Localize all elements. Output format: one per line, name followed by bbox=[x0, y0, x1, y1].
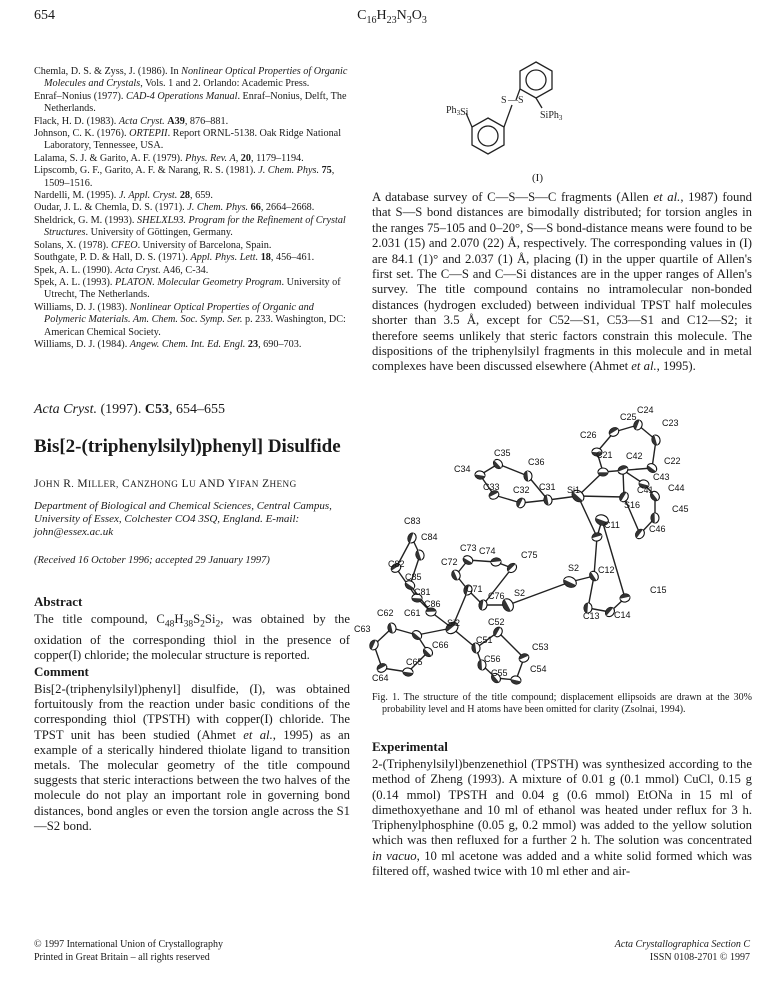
copyright-notice bbox=[34, 939, 223, 964]
atom-label: C32 bbox=[513, 485, 530, 495]
atom-label: C31 bbox=[539, 482, 556, 492]
reference-item: Spek, A. L. (1990). Acta Cryst. A46, C-34. bbox=[34, 264, 209, 276]
atom-label: C61 bbox=[404, 608, 421, 618]
reference-item: Williams, D. J. (1984). Angew. Chem. Int. Ed. Engl. 23, 690–703. bbox=[34, 338, 302, 350]
ortep-figure bbox=[354, 380, 752, 688]
scheme-right-group: SiPh$_3$ bbox=[540, 110, 563, 122]
bond-si1-c41 bbox=[578, 496, 624, 497]
scheme-bond-3 bbox=[504, 105, 512, 127]
scheme-ring-top-aromatic bbox=[526, 70, 546, 90]
atom-label: C76 bbox=[488, 591, 505, 601]
scheme-bond-2 bbox=[536, 98, 542, 108]
atom-label: C24 bbox=[637, 405, 654, 415]
atom-ellipsoid-c84 bbox=[415, 549, 426, 561]
article-block bbox=[34, 0, 364, 983]
atom-label: C44 bbox=[668, 483, 685, 493]
atom-label: C21 bbox=[596, 450, 613, 460]
atom-label: C55 bbox=[491, 668, 508, 678]
atom-label: C86 bbox=[424, 599, 441, 609]
reference-item: Oudar, J. L. & Chemla, D. S. (1971). J. Chem. Phys. 66, 2664–2668. bbox=[34, 202, 315, 214]
atom-ellipsoid-c35 bbox=[492, 458, 505, 471]
bond-c15-s1 bbox=[602, 520, 625, 598]
authors-text: JOHN R. MILLER, CANZHONG LU AND YIFAN ZHENG bbox=[34, 478, 297, 490]
atom-label: C74 bbox=[479, 546, 496, 556]
abstract-heading: Abstract bbox=[34, 594, 83, 609]
page-number: 654 bbox=[34, 8, 55, 23]
atom-label: C52 bbox=[488, 617, 505, 627]
issn: ISSN 0108-2701 © 1997 bbox=[649, 951, 750, 963]
atom-ellipsoid-c75 bbox=[506, 562, 519, 575]
article-title: Bis[2-(triphenylsilyl)phenyl] Disulfide bbox=[34, 436, 341, 457]
atom-label: C15 bbox=[650, 585, 667, 595]
journal-reference: Acta Cryst. (1997). C53, 654–655 bbox=[34, 402, 225, 417]
reference-item: Southgate, P. D. & Hall, D. S. (1971). Appl. Phys. Lett. 18, 456–461. bbox=[34, 252, 315, 264]
atom-ellipsoid-c23 bbox=[651, 434, 661, 446]
atom-label: C63 bbox=[354, 624, 371, 634]
atom-label: C85 bbox=[405, 572, 422, 582]
atom-label: C82 bbox=[388, 559, 405, 569]
atom-label: C25 bbox=[620, 412, 637, 422]
abstract-text: The title compound, $C_{48}H_{38}S_2Si_2$, was obtained by the oxidation of the corresponding thiol in the presence of copper(I) chloride; the molecular structure is reported. bbox=[34, 612, 350, 663]
atom-label: C13 bbox=[583, 611, 600, 621]
atom-label: C62 bbox=[377, 608, 394, 618]
atom-label: C26 bbox=[580, 430, 597, 440]
reference-item: Williams, D. J. (1983). Nonlinear Optical Properties of Organic and Polymeric Materials. Am. Chem. Soc. Symp. Ser. p. 233. Washington, DC: American Chemical Society. bbox=[34, 301, 346, 338]
atom-label: C36 bbox=[528, 457, 545, 467]
scheme-s1-label: S bbox=[501, 95, 507, 106]
reference-item: Spek, A. L. (1993). PLATON. Molecular Geometry Program. University of Utrecht, The Netherlands. bbox=[34, 276, 341, 301]
atom-ellipsoid-c11 bbox=[591, 532, 603, 543]
chemical-scheme bbox=[448, 58, 618, 166]
atom-label: C84 bbox=[421, 532, 438, 542]
atom-label: C64 bbox=[372, 673, 389, 683]
atom-label: C66 bbox=[432, 640, 449, 650]
atom-label: C35 bbox=[494, 448, 511, 458]
received-dates: (Received 16 October 1996; accepted 29 January 1997) bbox=[34, 555, 270, 566]
experimental-text: 2-(Triphenylsilyl)benzenethiol (TPSTH) was synthesized according to the method of Zheng (1993). A mixture of 0.01 g (0.1 mmol) CuCl, 0.15 g (0.14 mmol) TPSTH and 0.04 g (0.6 mmol) EtONa in 15 ml of dimethoxyethane and 10 ml of ethanol was heated under reflux for 3 h. Triphenylphosphine (0.05 g, 0.2 mmol) was added to the yellow solution which was then refluxed for a further 2 h. The solution was concentrated in vacuo, 10 ml acetone was added and a white solid formed which was filtered off, washed twice with 10 ml ether and air- bbox=[372, 757, 752, 879]
author-list bbox=[34, 478, 297, 490]
atom-label: C23 bbox=[662, 418, 679, 428]
formula-header: $C_{16}H_{23}N_3O_3$ bbox=[357, 8, 427, 26]
atom-label: C22 bbox=[664, 456, 681, 466]
atom-label: Si1 bbox=[567, 485, 581, 495]
atom-label: S16 bbox=[624, 500, 641, 510]
atom-label: C14 bbox=[614, 610, 631, 620]
atom-label: C46 bbox=[649, 524, 666, 534]
atom-label: S2 bbox=[568, 563, 580, 573]
atom-ellipsoid-c74 bbox=[491, 557, 502, 566]
atom-label: C42 bbox=[626, 451, 643, 461]
atom-label: C33 bbox=[483, 482, 500, 492]
atom-label: C51 bbox=[476, 635, 493, 645]
atom-ellipsoid-c31 bbox=[543, 494, 553, 505]
atom-label: C83 bbox=[404, 516, 421, 526]
atom-label: C43 bbox=[653, 472, 670, 482]
atom-ellipsoid-c36 bbox=[523, 471, 532, 482]
reference-item: Johnson, C. K. (1976). ORTEPII. Report ORNL-5138. Oak Ridge National Laboratory, Tennessee, USA. bbox=[34, 128, 342, 152]
reference-item: Solans, X. (1978). CFEO. University of Barcelona, Spain. bbox=[34, 239, 272, 251]
reference-item: Sheldrick, G. M. (1993). SHELXL93. Program for the Refinement of Crystal Structures. University of Göttingen, Germany. bbox=[34, 214, 346, 239]
atom-ellipsoid-c34 bbox=[474, 470, 485, 480]
comment-heading: Comment bbox=[34, 664, 89, 679]
atom-ellipsoid-c42 bbox=[617, 464, 629, 475]
copyright-line: © 1997 International Union of Crystallography bbox=[34, 939, 223, 950]
journal-name: Acta Crystallographica Section C bbox=[614, 939, 750, 950]
reference-item: Flack, H. D. (1983). Acta Cryst. A39, 876–881. bbox=[34, 115, 229, 127]
atom-ellipsoid-c73 bbox=[462, 554, 475, 566]
journal-footer bbox=[615, 939, 750, 964]
atom-label: C41 bbox=[637, 485, 654, 495]
atom-label: C72 bbox=[441, 557, 458, 567]
reference-item: Enraf–Nonius (1977). CAD-4 Operations Manual. Enraf–Nonius, Delft, The Netherlands. bbox=[34, 90, 347, 115]
atom-label: C71 bbox=[466, 584, 483, 594]
experimental-heading: Experimental bbox=[372, 739, 448, 754]
bond-c52-c53 bbox=[498, 632, 524, 658]
atom-label: C34 bbox=[454, 464, 471, 474]
scheme-ring-bottom-aromatic bbox=[478, 126, 498, 146]
atom-label: C75 bbox=[521, 550, 538, 560]
reference-item: Lipscomb, G. F., Garito, A. F. & Narang, R. S. (1981). J. Chem. Phys. 75, 1509–1516. bbox=[34, 165, 335, 189]
atom-label: C53 bbox=[532, 642, 549, 652]
atom-label: C12 bbox=[598, 565, 615, 575]
comment-text: Bis[2-(triphenylsilyl)phenyl] disulfide, (I), was obtained fortuitously from the reaction under basic conditions of the corresponding thiol (TPSTH) with copper(I) chloride. The TPST unit has been studied (Ahmet et al., 1995) as an example of a sterically hindered thiolate ligand to transition metals. The molecular geometry of the title compound suggests that steric interactions between the two halves of the molecule do not play an important role in governing bond distances, bond angles or even the torsion angle across the S1—S2 bond. bbox=[34, 682, 351, 833]
atom-label: S2 bbox=[514, 588, 526, 598]
reference-item: Lalama, S. J. & Garito, A. F. (1979). Phys. Rev. A, 20, 1179–1194. bbox=[34, 152, 304, 164]
scheme-s2-label: S bbox=[518, 95, 524, 106]
scheme-ss-bond: — bbox=[508, 95, 518, 106]
atom-label: C54 bbox=[530, 664, 547, 674]
bond-si1-c11 bbox=[578, 496, 597, 537]
atom-ellipsoid-c45 bbox=[651, 513, 659, 523]
atom-ellipsoid-c21 bbox=[598, 468, 608, 476]
affiliation: Department of Biological and Chemical Sciences, Central Campus, University of Essex, Colchester CO4 3SQ, England. E-mail: john@essex.ac.uk bbox=[34, 500, 332, 538]
atom-label: C81 bbox=[414, 587, 431, 597]
atom-label: C65 bbox=[406, 657, 423, 667]
atom-label: C11 bbox=[604, 520, 620, 530]
scheme-ring-bottom bbox=[472, 118, 504, 154]
scheme-label: (I) bbox=[532, 172, 543, 184]
atom-ellipsoid-c32 bbox=[515, 497, 527, 509]
intro-text: A database survey of C—S—S—C fragments (Allen et al., 1987) found that S—S bond distances are bimodally distributed; for torsion angles in the ranges 75–105 and 0–20°, S—S bond-distance means were found to be 2.031 (15) and 2.070 (22) Å, respectively. The corresponding values in (I) are 84.1 (1)° and 2.037 (1) Å, placing (I) in the upper quartile of Allen's first set. The C—S and C—Si distances are in the upper ranges of Allen's survey. The title compound contains no intramolecular non-bonded distances (hydrogen excluded) between individual TPST half molecules shorter than 3.5 Å, except for C52—S1, C53—S1 and C12—S2; it therefore seems unlikely that steric factors constrain this molecule. The dispositions of the triphenylsilyl fragments in this molecule and in metal complexes have been discussed elsewhere (Ahmet et al., 1995). bbox=[372, 190, 753, 374]
printed-line: Printed in Great Britain – all rights reserved bbox=[34, 951, 210, 963]
atom-ellipsoid-c61 bbox=[411, 629, 424, 642]
atom-label: Si2 bbox=[447, 618, 461, 628]
atom-ellipsoid-c54 bbox=[510, 675, 522, 685]
figure-caption: Fig. 1. The structure of the title compound; displacement ellipsoids are drawn at the 30% probability level and H atoms have been omitted for clarity (Zsolnai, 1994). bbox=[372, 692, 752, 715]
reference-item: Chemla, D. S. & Zyss, J. (1986). In Nonlinear Optical Properties of Organic Molecules and Crystals, Vols. 1 and 2. Orlando: Academic Press. bbox=[34, 66, 348, 90]
atom-ellipsoid-c86 bbox=[426, 608, 436, 616]
atom-ellipsoid-c83 bbox=[407, 532, 418, 544]
scheme-left-group: $Ph_3Si$ bbox=[446, 105, 469, 118]
atom-label: C56 bbox=[484, 654, 501, 664]
atom-label: C45 bbox=[672, 504, 689, 514]
atom-label: C73 bbox=[460, 543, 477, 553]
bond-c11-c12 bbox=[594, 537, 597, 576]
scheme-ring-top bbox=[520, 62, 552, 98]
atom-ellipsoid-s2 bbox=[562, 575, 578, 590]
reference-item: Nardelli, M. (1995). J. Appl. Cryst. 28, 659. bbox=[34, 190, 213, 202]
